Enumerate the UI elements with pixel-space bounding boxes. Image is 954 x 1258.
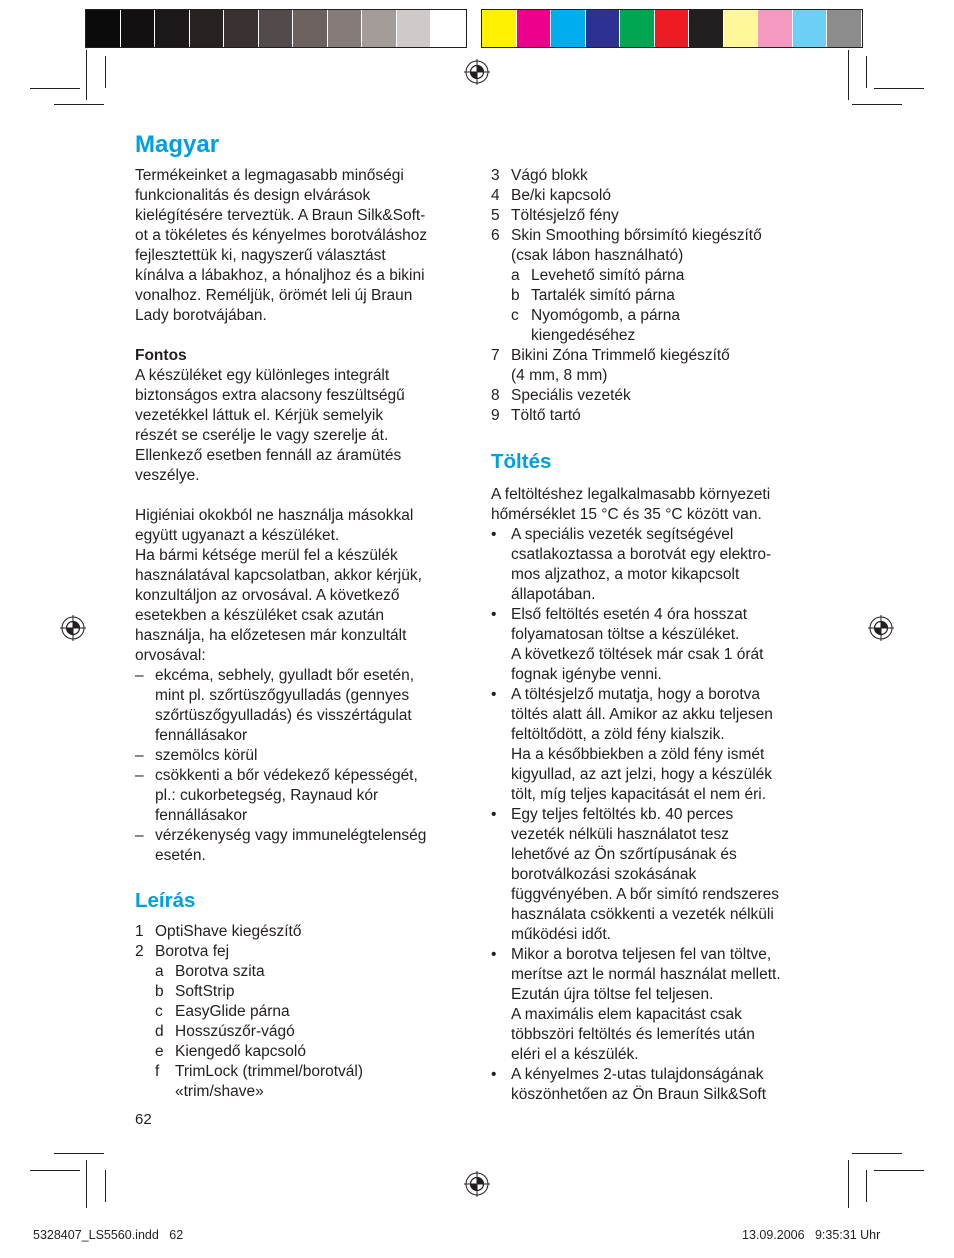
list-item-text <box>511 406 831 426</box>
list-number: b <box>511 287 520 304</box>
text-line: A maximális elem kapacitást csak <box>511 1006 742 1023</box>
important-title: Fontos <box>135 347 187 364</box>
text-line: A következő töltések már csak 1 órát <box>511 646 764 663</box>
text-line: együtt ugyanazt a készüléket. <box>135 527 340 544</box>
text-line: Skin Smoothing bőrsimító kiegészítő <box>511 227 762 244</box>
list-item-text <box>511 1065 831 1105</box>
list-number: f <box>155 1063 160 1080</box>
list-item <box>491 805 831 945</box>
crop-mark <box>86 1160 87 1208</box>
text-line: konzultáljon az orvosával. A következő <box>135 587 400 604</box>
text-line: működési időt. <box>511 926 611 943</box>
list-item <box>491 166 831 186</box>
list-item <box>135 1042 470 1062</box>
text-line: függvényében. A bőr simító rendszeres <box>511 886 779 903</box>
text-line: Higiéniai okokból ne használja másokkal <box>135 507 414 524</box>
list-item <box>491 206 831 226</box>
text-line: Levehető simító párna <box>531 267 685 284</box>
list-item <box>135 982 470 1002</box>
list-item <box>135 962 470 982</box>
text-line: Hosszúszőr-vágó <box>175 1023 295 1040</box>
text-line: fejlesztettük ki, nagyszerű választást <box>135 247 386 264</box>
list-item-text <box>531 266 831 286</box>
list-item-text <box>155 666 470 746</box>
color-swatch <box>397 10 432 47</box>
color-swatch <box>689 10 724 47</box>
text-line: folyamatosan töltse a készüléket. <box>511 626 740 643</box>
registration-mark-icon <box>60 615 86 641</box>
color-swatch <box>224 10 259 47</box>
text-line: (4 mm, 8 mm) <box>511 367 608 384</box>
text-line: Lady borotvájában. <box>135 307 267 324</box>
crop-mark <box>54 1153 104 1154</box>
crop-mark <box>848 1160 849 1208</box>
text-line: A töltésjelző mutatja, hogy a borotva <box>511 686 761 703</box>
color-swatch <box>259 10 294 47</box>
list-number: 2 <box>135 943 144 960</box>
text-line: Speciális vezeték <box>511 387 631 404</box>
list-number: 6 <box>491 227 500 244</box>
color-swatch <box>793 10 828 47</box>
list-marker: • <box>491 606 497 623</box>
text-line: Tartalék simító párna <box>531 287 675 304</box>
list-number: 9 <box>491 407 500 424</box>
text-line: biztonságos extra alacsony feszültségű <box>135 387 405 404</box>
color-swatch <box>551 10 586 47</box>
parts-list <box>491 346 831 426</box>
registration-mark-icon <box>868 615 894 641</box>
list-item <box>135 1062 470 1102</box>
text-line: többszöri feltöltés és lemerítés után <box>511 1026 755 1043</box>
list-item-text <box>511 166 831 186</box>
list-number: 4 <box>491 187 500 204</box>
text-line: A speciális vezeték segítségével <box>511 526 734 543</box>
text-line: fennállásakor <box>155 807 248 824</box>
crop-mark <box>54 104 104 105</box>
parts-sublist <box>491 266 831 346</box>
intro-paragraph <box>135 166 470 326</box>
list-number: 3 <box>491 167 500 184</box>
text-line: vezeték nélküli használatot tesz <box>511 826 729 843</box>
text-line: OptiShave kiegészítő <box>155 923 302 940</box>
color-swatch <box>431 10 466 47</box>
text-line: «trim/shave» <box>175 1083 264 1100</box>
list-item <box>135 666 470 746</box>
color-swatch <box>482 10 517 47</box>
footer-file-info: 5328407_LS5560.indd 62 <box>33 1228 184 1242</box>
text-line: Mikor a borotva teljesen fel van töltve, <box>511 946 772 963</box>
parts-sublist <box>135 962 470 1102</box>
crop-mark <box>866 56 867 88</box>
crop-mark <box>848 50 849 100</box>
list-item <box>491 286 831 306</box>
list-item-text <box>175 982 470 1002</box>
color-swatch <box>586 10 621 47</box>
list-marker: • <box>491 1066 497 1083</box>
list-item-text <box>155 826 470 866</box>
text-line: orvosával: <box>135 647 206 664</box>
crop-mark <box>866 1170 867 1202</box>
text-line: Töltésjelző fény <box>511 207 619 224</box>
list-item <box>135 826 470 866</box>
text-line: mos aljzathoz, a motor kikapcsolt <box>511 566 740 583</box>
crop-mark <box>30 1170 80 1171</box>
section-heading-charging: Töltés <box>491 450 552 473</box>
color-swatch <box>655 10 690 47</box>
list-marker: – <box>135 747 144 764</box>
text-line: használatával kapcsolatban, akkor kérjük, <box>135 567 422 584</box>
color-swatch <box>362 10 397 47</box>
text-line: tölt, míg teljes kapacitását el nem éri. <box>511 786 767 803</box>
text-line: Töltő tartó <box>511 407 581 424</box>
page-number: 62 <box>135 1111 152 1128</box>
text-line: Nyomógomb, a párna <box>531 307 681 324</box>
list-marker: – <box>135 827 144 844</box>
text-line: eléri el a készülék. <box>511 1046 639 1063</box>
list-marker: • <box>491 946 497 963</box>
list-number: c <box>155 1003 163 1020</box>
list-number: c <box>511 307 519 324</box>
right-column <box>491 166 831 1105</box>
text-line: Ha a későbbiekben a zöld fény ismét <box>511 746 765 763</box>
parts-list <box>135 922 470 962</box>
text-line: Egy teljes feltöltés kb. 40 perces <box>511 806 734 823</box>
list-item <box>491 406 831 426</box>
list-item-text <box>511 206 831 226</box>
text-line: borotválkozási szokásának <box>511 866 697 883</box>
footer-timestamp: 13.09.2006 9:35:31 Uhr <box>742 1228 881 1242</box>
list-number: a <box>511 267 520 284</box>
text-line: hőmérséklet 15 °C és 35 °C között van. <box>491 506 762 523</box>
list-item-text <box>511 186 831 206</box>
left-column <box>135 166 470 1102</box>
list-item <box>135 766 470 826</box>
text-line: Első feltöltés esetén 4 óra hosszat <box>511 606 748 623</box>
section-heading-description: Leírás <box>135 889 196 912</box>
text-line: SoftStrip <box>175 983 235 1000</box>
list-number: 5 <box>491 207 500 224</box>
grayscale-color-bar <box>86 10 466 47</box>
list-item <box>491 945 831 1065</box>
text-line: (csak lábon használható) <box>511 247 684 264</box>
list-item <box>491 186 831 206</box>
list-item <box>491 605 831 685</box>
list-number: 7 <box>491 347 500 364</box>
text-line: A kényelmes 2-utas tulajdonságának <box>511 1066 764 1083</box>
list-item <box>491 346 831 386</box>
list-item-text <box>155 766 470 826</box>
text-line: fognak igénybe venni. <box>511 666 662 683</box>
list-marker: • <box>491 526 497 543</box>
text-line: feltöltődött, a zöld fény kialszik. <box>511 726 725 743</box>
text-line: kielégítésére terveztük. A Braun Silk&Soft- <box>135 207 426 224</box>
list-item <box>135 922 470 942</box>
list-item <box>135 942 470 962</box>
process-color-bar <box>482 10 862 47</box>
list-item-text <box>531 306 831 346</box>
crop-mark <box>874 1170 924 1171</box>
text-line: merítse azt le normál használat mellett. <box>511 966 781 983</box>
list-item-text <box>511 525 831 605</box>
list-item-text <box>511 685 831 805</box>
list-item-text <box>175 1002 470 1022</box>
text-line: szőrtüszőgyulladás) és visszértágulat <box>155 707 412 724</box>
charging-intro <box>491 485 831 525</box>
text-line: A készüléket egy különleges integrált <box>135 367 390 384</box>
text-line: pl.: cukorbetegség, Raynaud kór <box>155 787 379 804</box>
text-line: vérzékenység vagy immunelégtelenség <box>155 827 427 844</box>
list-item-text <box>175 962 470 982</box>
text-line: kiengedéséhez <box>531 327 636 344</box>
list-item <box>491 685 831 805</box>
list-marker: – <box>135 667 144 684</box>
text-line: állapotában. <box>511 586 596 603</box>
text-line: kínálva a lábakhoz, a hónaljhoz és a bikini <box>135 267 425 284</box>
list-item <box>135 746 470 766</box>
text-line: esetekben a készüléket csak azután <box>135 607 385 624</box>
crop-mark <box>30 88 80 89</box>
list-number: 1 <box>135 923 144 940</box>
text-line: Kiengedő kapcsoló <box>175 1043 306 1060</box>
page-heading: Magyar <box>135 131 220 158</box>
hygiene-paragraph <box>135 506 470 666</box>
text-line: kigyullad, az azt jelzi, hogy a készülék <box>511 766 773 783</box>
crop-mark <box>874 88 924 89</box>
list-marker: • <box>491 686 497 703</box>
text-line: ekcéma, sebhely, gyulladt bőr esetén, <box>155 667 415 684</box>
text-line: A feltöltéshez legalkalmasabb környezeti <box>491 486 771 503</box>
list-item <box>491 266 831 286</box>
text-line: mint pl. szőrtüszőgyulladás (gennyes <box>155 687 410 704</box>
list-item <box>491 306 831 346</box>
text-line: Bikini Zóna Trimmelő kiegészítő <box>511 347 730 364</box>
text-line: Borotva fej <box>155 943 230 960</box>
list-number: 8 <box>491 387 500 404</box>
crop-mark <box>852 104 902 105</box>
list-item-text <box>511 346 831 386</box>
registration-mark-icon <box>464 1171 490 1197</box>
text-line: részét se cserélje le vagy szerelje át. <box>135 427 389 444</box>
text-line: Termékeinket a legmagasabb minőségi <box>135 167 404 184</box>
text-line: TrimLock (trimmel/borotvál) <box>175 1063 364 1080</box>
text-line: veszélye. <box>135 467 200 484</box>
text-line: Vágó blokk <box>511 167 588 184</box>
color-swatch <box>155 10 190 47</box>
text-line: funkcionalitás és design elvárások <box>135 187 371 204</box>
list-item-text <box>511 945 831 1065</box>
color-swatch <box>328 10 363 47</box>
color-swatch <box>190 10 225 47</box>
list-item-text <box>175 1062 470 1102</box>
text-line: töltés alatt áll. Amikor az akku teljesen <box>511 706 773 723</box>
text-line: vezetékkel láttuk el. Kérjük semelyik <box>135 407 384 424</box>
color-swatch <box>121 10 156 47</box>
text-line: csökkenti a bőr védekező képességét, <box>155 767 418 784</box>
text-line: Ha bármi kétsége merül fel a készülék <box>135 547 398 564</box>
text-line: fennállásakor <box>155 727 248 744</box>
list-item-text <box>175 1042 470 1062</box>
color-swatch <box>86 10 121 47</box>
text-line: használata csökkenti a vezeték nélküli <box>511 906 774 923</box>
crop-mark <box>105 56 106 88</box>
color-swatch <box>827 10 862 47</box>
list-item <box>491 525 831 605</box>
text-line: vonalhoz. Reméljük, örömét leli új Braun <box>135 287 413 304</box>
list-number: d <box>155 1023 164 1040</box>
list-item <box>491 386 831 406</box>
text-line: Borotva szita <box>175 963 265 980</box>
color-swatch <box>758 10 793 47</box>
list-marker: • <box>491 806 497 823</box>
crop-mark <box>105 1170 106 1202</box>
text-line: EasyGlide párna <box>175 1003 290 1020</box>
color-swatch <box>293 10 328 47</box>
list-item <box>135 1002 470 1022</box>
text-line: Be/ki kapcsoló <box>511 187 611 204</box>
list-item-text <box>511 386 831 406</box>
parts-list <box>491 166 831 266</box>
text-line: ot a tökéletes és kényelmes borotváláshoz <box>135 227 428 244</box>
list-item-text <box>155 746 470 766</box>
crop-mark <box>86 50 87 100</box>
list-number: b <box>155 983 164 1000</box>
text-line: lehetővé az Ön szőrtípusának és <box>511 846 737 863</box>
text-line: használja, ha előzetesen már konzultált <box>135 627 407 644</box>
text-line: Ellenkező esetben fennáll az áramütés <box>135 447 402 464</box>
list-item-text <box>155 942 470 962</box>
list-marker: – <box>135 767 144 784</box>
color-swatch <box>517 10 552 47</box>
list-number: e <box>155 1043 164 1060</box>
registration-mark-icon <box>464 59 490 85</box>
crop-mark <box>852 1153 902 1154</box>
text-line: esetén. <box>155 847 206 864</box>
text-line: Ezután újra töltse fel teljesen. <box>511 986 714 1003</box>
list-item-text <box>155 922 470 942</box>
list-item-text <box>511 805 831 945</box>
condition-list <box>135 666 470 866</box>
text-line: csatlakoztassa a borotvát egy elektro- <box>511 546 772 563</box>
list-item-text <box>175 1022 470 1042</box>
important-paragraph <box>135 366 470 486</box>
list-item <box>491 1065 831 1105</box>
list-item-text <box>511 226 831 266</box>
list-item <box>135 1022 470 1042</box>
list-item <box>491 226 831 266</box>
list-item-text <box>531 286 831 306</box>
text-line: szemölcs körül <box>155 747 258 764</box>
color-swatch <box>620 10 655 47</box>
list-number: a <box>155 963 164 980</box>
list-item-text <box>511 605 831 685</box>
text-line: köszönhetően az Ön Braun Silk&Soft <box>511 1086 767 1103</box>
color-swatch <box>724 10 759 47</box>
charging-bullets <box>491 525 831 1105</box>
